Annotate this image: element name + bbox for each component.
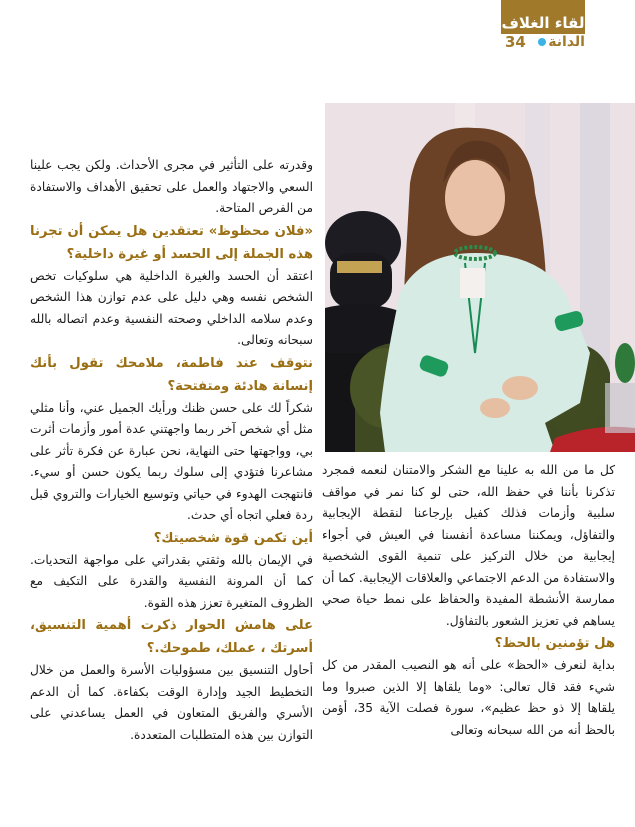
- magazine-logo: [538, 34, 585, 50]
- interview-question: هل تؤمنين بالحظ؟: [494, 636, 615, 651]
- article-paragraph: أحاول التنسيق بين مسؤوليات الأسرة والعمل من خلال التخطيط الجيد وإدارة الوقت بكفاءة. كما أن الدعم الأسري والفريق المتعاون في العمل يساعدني على التوازن بين هذه المتطلبات المتعددة.: [30, 663, 313, 742]
- article-paragraph: بداية لنعرف «الحظ» على أنه هو النصيب المقدر من كل شيء فقد قال تعالى: «وما يلقاها إلا الذين صبروا وما يلقاها إلا ذو حظ عظيم»، سورة فصلت الآية 35، أؤمن بالحظ أنه من الله سبحانه وتعالى: [322, 658, 615, 737]
- logo-text: الدانة: [548, 34, 585, 50]
- article-paragraph: كل ما من الله به علينا مع الشكر والامتنان لنعمه فمجرد تذكرنا بأننا في حفظ الله، حتى لو كنا نمر في مواقف سلبية وأزمات فذلك كفيل بإرجاعنا لنقطة الإيجابية والتفاؤل، ويمكننا مساعدة أنفسنا في العيش في أجواء إيجابية من خلال التركيز على تنمية القوى الشخصية والاستفادة من الدعم الاجتماعي والعلاقات الإيجابية. كما أن ممارسة الأنشطة المفيدة والحفاظ على نمط حياة صحي يساهم في تعزيز الشعور بالتفاؤل.: [322, 463, 615, 628]
- cover-portrait-photo: [325, 103, 635, 452]
- article-paragraph: في الإيمان بالله وثقتي بقدراتي على مواجهة التحديات. كما أن المرونة النفسية والقدرة على التكيف مع الظروف المتغيرة تعزز هذه القوة.: [30, 552, 313, 610]
- interview-question: «فلان محظوظ» تعتقدين هل يمكن أن تجرنا هذه الجملة إلى الحسد أو غيرة داخلية؟: [30, 223, 313, 262]
- interview-question: نتوقف عند فاطمة، ملامحك تقول بأنك إنسانة هادئة ومتفتحة؟: [30, 355, 313, 394]
- section-title-tab: [501, 0, 585, 34]
- interview-question: على هامش الحوار ذكرت أهمية التنسيق، أسرتك ، عملك، طموحك.؟: [30, 618, 313, 656]
- article-paragraph: وقدرته على التأثير في مجرى الأحداث. ولكن يجب علينا السعي والاجتهاد والعمل على تحقيق الأهداف والاستفادة من الفرص المتاحة.: [30, 158, 313, 215]
- page-number: 34: [505, 33, 526, 51]
- header-sub: [501, 34, 585, 50]
- article-column-right: [322, 460, 615, 741]
- portrait-illustration: [325, 103, 635, 452]
- section-title: لقاء الغلاف: [501, 14, 585, 32]
- interview-question: أين تكمن قوة شخصيتك؟: [153, 530, 313, 546]
- article-column-left: [30, 155, 313, 746]
- article-paragraph: اعتقد أن الحسد والغيرة الداخلية هي سلوكيات تخص الشخص نفسه وهي دليل على عدم توازن هذا الشخص وعدم سلامه الداخلي وصحته النفسية وعدم اتصاله بالله سبحانه وتعالى.: [30, 268, 313, 347]
- logo-dot-icon: [538, 38, 546, 46]
- article-paragraph: شكراً لك على حسن ظنك ورأيك الجميل عني، وأنا مثلي مثل أي شخص آخر ربما واجهتني عدة أمور وأزمات أثرت بي، وواجهتها حتى النهاية، نحن عبارة عن فكرة تأثر على مشاعرنا فتؤدي إلى سلوك ربما يكون حسن أو سيء. فانتهجت الهدوء في حياتي وتوسيع الخيارات والتروي قبل ردة فعلي اتجاه أي حدث.: [30, 400, 313, 522]
